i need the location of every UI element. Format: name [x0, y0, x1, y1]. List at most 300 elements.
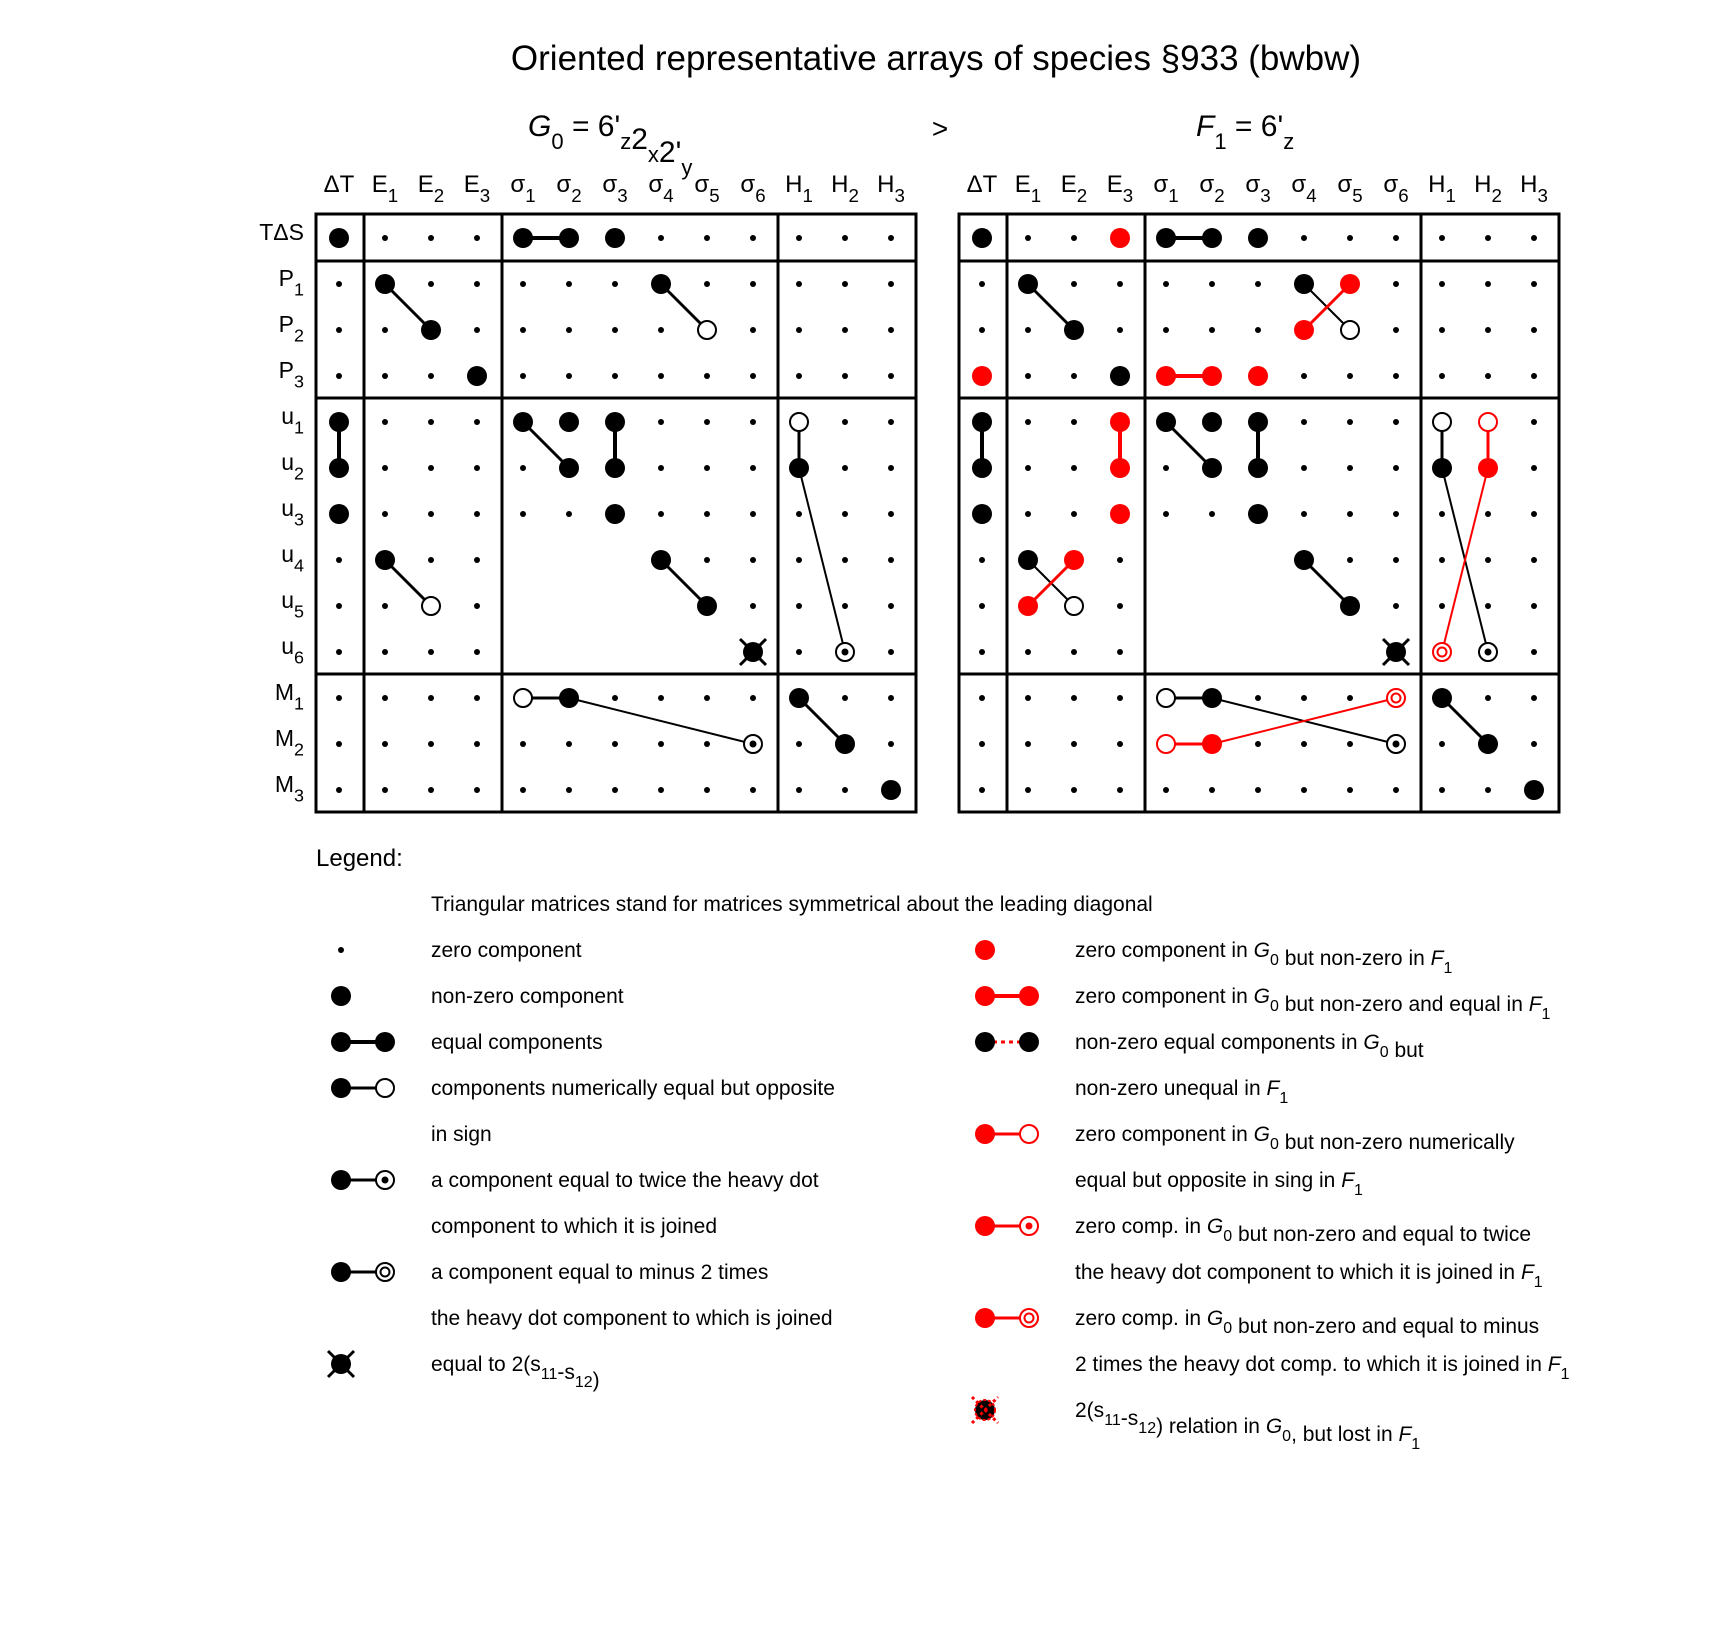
nonzero-mark: [1294, 550, 1314, 570]
zero-dot: [428, 741, 434, 747]
zero-dot: [796, 235, 802, 241]
zero-dot: [336, 281, 342, 287]
column-label: $E_1$: [1014, 171, 1042, 207]
zero-dot: [1301, 695, 1307, 701]
zero-dot: [658, 695, 664, 701]
zero-dot: [1255, 741, 1261, 747]
nonzero-mark: [972, 228, 992, 248]
nonzero-mark: [605, 412, 625, 432]
nonzero-mark: [329, 412, 349, 432]
legend-item-twice: [331, 1169, 819, 1238]
legend-item-minus2: [331, 1261, 833, 1330]
zero-dot: [1531, 465, 1537, 471]
zero-dot: [1301, 511, 1307, 517]
column-labels: [324, 171, 905, 206]
diagram-title: Oriented representative arrays of species §933 (bwbw): [510, 39, 1362, 78]
zero-dot: [1531, 557, 1537, 563]
zero-dot: [1025, 327, 1031, 333]
opposite-mark: [698, 321, 716, 339]
zero-dot: [1117, 695, 1123, 701]
connection-line: [569, 698, 753, 744]
row-label: $u_6$: [281, 633, 304, 668]
nonzero-mark: [559, 412, 579, 432]
zero-dot: [1025, 787, 1031, 793]
zero-dot: [888, 465, 894, 471]
zero-dot: [474, 419, 480, 425]
column-label: $H_2$: [831, 171, 859, 207]
zero-dot: [888, 741, 894, 747]
zero-dot: [1163, 327, 1169, 333]
zero-dot: [979, 281, 985, 287]
zero-dot: [520, 465, 526, 471]
zero-dot: [658, 419, 664, 425]
legend-text: zero comp. in $G_0$ but non-zero and equal to minus: [1075, 1307, 1540, 1338]
nonzero-mark: [1110, 366, 1130, 386]
zero-dot: [336, 373, 342, 379]
zero-dot: [1485, 235, 1491, 241]
zero-dot: [520, 281, 526, 287]
nonzero-mark: [513, 228, 533, 248]
zero-dot: [382, 649, 388, 655]
column-label: $E_3$: [1106, 171, 1134, 207]
column-label: $\sigma_6$: [1383, 171, 1409, 207]
legend-text: non-zero unequal in $F_1$: [1075, 1077, 1289, 1107]
zero-dot: [1025, 695, 1031, 701]
zero-dot: [382, 787, 388, 793]
red-nonzero-mark: [1294, 320, 1314, 340]
opposite-mark: [1157, 689, 1175, 707]
zero-dot: [750, 695, 756, 701]
column-label: $H_1$: [785, 171, 813, 207]
zero-dot: [1209, 327, 1215, 333]
zero-dot: [520, 511, 526, 517]
nonzero-mark: [1248, 458, 1268, 478]
zero-dot: [888, 235, 894, 241]
zero-dot: [979, 603, 985, 609]
zero-dot: [474, 695, 480, 701]
column-label: $E_2$: [417, 171, 445, 207]
legend-text: components numerically equal but opposite: [431, 1077, 835, 1100]
zero-dot: [796, 281, 802, 287]
legend-text: equal components: [431, 1031, 603, 1054]
zero-dot: [1209, 511, 1215, 517]
cross-mark: [328, 1351, 354, 1377]
legend-text: a component equal to minus 2 times: [431, 1261, 769, 1284]
nonzero-mark: [1018, 274, 1038, 294]
zero-dot: [1393, 419, 1399, 425]
column-label: $\sigma_1$: [510, 171, 536, 207]
nonzero-mark: [1340, 596, 1360, 616]
zero-dot: [612, 787, 618, 793]
zero-dot: [1439, 373, 1445, 379]
nonzero-mark: [1432, 458, 1452, 478]
zero-dot: [1071, 741, 1077, 747]
zero-dot: [704, 695, 710, 701]
ring-dot: [1026, 1223, 1033, 1230]
nonzero-mark: [331, 1032, 351, 1052]
zero-dot: [1531, 649, 1537, 655]
nonzero-mark: [467, 366, 487, 386]
zero-dot: [474, 465, 480, 471]
nonzero-mark: [1248, 228, 1268, 248]
zero-dot: [336, 787, 342, 793]
nonzero-mark: [559, 688, 579, 708]
nonzero-mark: [651, 550, 671, 570]
zero-dot: [520, 327, 526, 333]
nonzero-mark: [605, 504, 625, 524]
zero-dot: [1531, 511, 1537, 517]
zero-dot: [1071, 281, 1077, 287]
zero-dot: [428, 511, 434, 517]
zero-dot: [1439, 787, 1445, 793]
zero-dot: [336, 603, 342, 609]
nonzero-mark: [1156, 412, 1176, 432]
column-label: $\sigma_4$: [648, 171, 674, 207]
red-nonzero-mark: [1156, 366, 1176, 386]
zero-dot: [1531, 373, 1537, 379]
nonzero-mark: [881, 780, 901, 800]
zero-dot: [336, 557, 342, 563]
zero-dot: [1485, 603, 1491, 609]
zero-dot: [888, 419, 894, 425]
zero-dot: [1393, 603, 1399, 609]
zero-dot: [1485, 511, 1491, 517]
legend-text: $2(s_{11}-s_{12})$ relation in $G_0$, but lost in $F_1$: [1075, 1399, 1421, 1453]
opposite-mark: [514, 689, 532, 707]
nonzero-mark: [1294, 274, 1314, 294]
ring-inner: [381, 1268, 390, 1277]
zero-dot: [1025, 373, 1031, 379]
column-label: ΔT: [323, 171, 355, 198]
zero-dot: [704, 557, 710, 563]
zero-dot: [1347, 787, 1353, 793]
zero-dot: [1117, 787, 1123, 793]
zero-dot: [888, 557, 894, 563]
red-nonzero-mark: [975, 986, 995, 1006]
zero-dot: [1163, 465, 1169, 471]
red-nonzero-mark: [1110, 228, 1130, 248]
nonzero-mark: [972, 412, 992, 432]
red-nonzero-mark: [1019, 986, 1039, 1006]
nonzero-mark: [375, 550, 395, 570]
row-label: $u_5$: [281, 587, 304, 622]
zero-dot: [1117, 741, 1123, 747]
zero-dot: [979, 649, 985, 655]
legend-text: equal to $2(s_{11}-s_{12})$: [431, 1353, 600, 1392]
legend-item-dot: [338, 939, 582, 962]
zero-dot: [750, 281, 756, 287]
zero-dot: [1255, 327, 1261, 333]
legend-text: 2 times the heavy dot comp. to which it is joined in $F_1$: [1075, 1353, 1570, 1383]
opposite-mark: [1341, 321, 1359, 339]
zero-dot: [979, 695, 985, 701]
red-nonzero-mark: [1018, 596, 1038, 616]
zero-dot: [842, 281, 848, 287]
legend-item-red-minus2: [975, 1307, 1570, 1383]
nonzero-mark: [972, 504, 992, 524]
zero-dot: [842, 373, 848, 379]
zero-dot: [382, 603, 388, 609]
zero-dot: [658, 373, 664, 379]
zero-dot: [842, 787, 848, 793]
zero-dot: [612, 327, 618, 333]
zero-dot: [888, 695, 894, 701]
zero-dot: [1117, 281, 1123, 287]
zero-dot: [1301, 741, 1307, 747]
red-nonzero-mark: [975, 1124, 995, 1144]
zero-dot: [796, 787, 802, 793]
nonzero-mark: [329, 504, 349, 524]
zero-dot: [1393, 787, 1399, 793]
lost-cross-mark: [972, 1397, 998, 1423]
row-label: $P_2$: [278, 311, 304, 346]
zero-dot: [1393, 327, 1399, 333]
zero-dot: [1117, 603, 1123, 609]
zero-dot: [796, 327, 802, 333]
nonzero-mark: [835, 734, 855, 754]
zero-dot: [1485, 373, 1491, 379]
legend-text: the heavy dot component to which it is joined in $F_1$: [1075, 1261, 1543, 1291]
nonzero-mark: [1202, 688, 1222, 708]
zero-dot: [474, 603, 480, 609]
red-nonzero-mark: [1248, 366, 1268, 386]
twice-mark: [1387, 735, 1405, 753]
zero-dot: [658, 787, 664, 793]
red-minus2-mark: [1433, 643, 1451, 661]
zero-dot: [1025, 649, 1031, 655]
nonzero-mark: [1202, 228, 1222, 248]
legend-item-opposite: [331, 1077, 835, 1146]
legend-text: zero comp. in $G_0$ but non-zero and equal to twice: [1075, 1215, 1532, 1246]
red-nonzero-mark: [1202, 734, 1222, 754]
zero-dot: [1485, 327, 1491, 333]
zero-dot: [1485, 557, 1491, 563]
zero-dot: [888, 511, 894, 517]
zero-dot: [1347, 557, 1353, 563]
row-label: $P_3$: [278, 357, 304, 392]
zero-dot: [1485, 787, 1491, 793]
zero-dot: [612, 695, 618, 701]
zero-dot: [1071, 419, 1077, 425]
nonzero-mark: [1478, 734, 1498, 754]
nonzero-mark: [605, 228, 625, 248]
legend-text: component to which it is joined: [431, 1215, 717, 1238]
zero-dot: [842, 603, 848, 609]
opposite-mark: [790, 413, 808, 431]
zero-dot: [888, 649, 894, 655]
zero-dot: [842, 511, 848, 517]
legend-item-dotted-equal: [975, 1031, 1424, 1107]
red-nonzero-mark: [975, 940, 995, 960]
zero-dot: [474, 557, 480, 563]
row-label: $u_3$: [281, 495, 304, 530]
legend-item-red-twice: [975, 1215, 1543, 1291]
zero-dot: [1025, 235, 1031, 241]
group-F1-label: $F_1 = 6'_z$: [1196, 110, 1295, 154]
zero-dot: [1255, 695, 1261, 701]
zero-dot: [1393, 373, 1399, 379]
legend-text: equal but opposite in sing in $F_1$: [1075, 1169, 1363, 1199]
zero-dot: [428, 465, 434, 471]
nonzero-mark: [559, 228, 579, 248]
column-label: $E_2$: [1060, 171, 1088, 207]
zero-dot: [1255, 787, 1261, 793]
zero-dot: [704, 281, 710, 287]
zero-dot: [1071, 465, 1077, 471]
nonzero-mark: [1248, 504, 1268, 524]
red-nonzero-mark: [975, 1308, 995, 1328]
zero-dot: [1347, 695, 1353, 701]
zero-dot: [336, 649, 342, 655]
matrix-G0: [259, 110, 916, 812]
zero-dot: [566, 741, 572, 747]
nonzero-mark: [331, 986, 351, 1006]
nonzero-mark: [1018, 550, 1038, 570]
opposite-mark: [376, 1079, 394, 1097]
zero-dot: [1025, 419, 1031, 425]
red-nonzero-mark: [1110, 504, 1130, 524]
red-opposite-mark: [1020, 1125, 1038, 1143]
zero-dot: [750, 235, 756, 241]
zero-dot: [474, 649, 480, 655]
zero-dot: [1347, 511, 1353, 517]
zero-dot: [612, 281, 618, 287]
row-label: TΔS: [259, 219, 304, 245]
legend-text: a component equal to twice the heavy dot: [431, 1169, 819, 1192]
column-label: $\sigma_2$: [556, 171, 582, 207]
dot-symbol: [338, 947, 344, 953]
zero-dot: [382, 419, 388, 425]
zero-dot: [796, 373, 802, 379]
zero-dot: [842, 465, 848, 471]
zero-dot: [566, 373, 572, 379]
nonzero-mark: [1524, 780, 1544, 800]
zero-dot: [796, 649, 802, 655]
row-label: $u_4$: [281, 541, 304, 576]
cross-mark: [1383, 639, 1409, 665]
nonzero-mark: [1202, 458, 1222, 478]
nonzero-mark: [421, 320, 441, 340]
zero-dot: [1071, 695, 1077, 701]
zero-dot: [1209, 281, 1215, 287]
zero-dot: [1531, 741, 1537, 747]
zero-dot: [704, 465, 710, 471]
nonzero-mark: [1248, 412, 1268, 432]
nonzero-mark: [559, 458, 579, 478]
zero-dot: [474, 327, 480, 333]
zero-dot: [428, 235, 434, 241]
nonzero-mark: [651, 274, 671, 294]
nonzero-mark: [513, 412, 533, 432]
cross-mark: [740, 639, 766, 665]
zero-dot: [428, 373, 434, 379]
column-label: $\sigma_5$: [694, 171, 720, 207]
nonzero-mark: [972, 458, 992, 478]
zero-dot: [1439, 235, 1445, 241]
row-label: $M_2$: [274, 725, 304, 760]
zero-dot: [1117, 327, 1123, 333]
legend-text: non-zero equal components in $G_0$ but: [1075, 1031, 1424, 1062]
column-label: $\sigma_1$: [1153, 171, 1179, 207]
zero-dot: [474, 787, 480, 793]
zero-dot: [1393, 557, 1399, 563]
legend-text: zero component in $G_0$ but non-zero numerically: [1075, 1123, 1515, 1154]
red-nonzero-mark: [1064, 550, 1084, 570]
row-label: $u_1$: [281, 403, 304, 438]
zero-dot: [1071, 235, 1077, 241]
nonzero-mark: [789, 688, 809, 708]
zero-dot: [750, 603, 756, 609]
zero-dot: [1439, 281, 1445, 287]
zero-dot: [888, 603, 894, 609]
legend-item-red-equal: [975, 985, 1551, 1023]
zero-dot: [704, 419, 710, 425]
zero-dot: [1393, 465, 1399, 471]
zero-dot: [704, 511, 710, 517]
column-label: $E_3$: [463, 171, 491, 207]
zero-dot: [888, 281, 894, 287]
zero-dot: [1531, 235, 1537, 241]
column-label: $H_1$: [1428, 171, 1456, 207]
legend-text: the heavy dot component to which is joined: [431, 1307, 833, 1330]
zero-dot: [474, 741, 480, 747]
zero-dot: [1347, 235, 1353, 241]
zero-dot: [1439, 327, 1445, 333]
legend-text: zero component in $G_0$ but non-zero and equal in $F_1$: [1075, 985, 1551, 1023]
nonzero-mark: [331, 1262, 351, 1282]
column-label: $H_3$: [1520, 171, 1548, 207]
zero-dot: [1347, 373, 1353, 379]
twice-mark: [836, 643, 854, 661]
zero-dot: [566, 511, 572, 517]
zero-dot: [658, 327, 664, 333]
row-label: $M_3$: [274, 771, 304, 806]
zero-dot: [750, 511, 756, 517]
zero-dot: [704, 235, 710, 241]
zero-dot: [474, 281, 480, 287]
zero-dot: [1209, 787, 1215, 793]
zero-dot: [796, 557, 802, 563]
zero-dot: [566, 327, 572, 333]
zero-dot: [750, 465, 756, 471]
legend-text: zero component: [431, 939, 582, 962]
zero-dot: [1163, 511, 1169, 517]
twice-mark: [376, 1171, 394, 1189]
zero-dot: [612, 373, 618, 379]
column-label: $\sigma_3$: [1245, 171, 1271, 207]
nonzero-mark: [1019, 1032, 1039, 1052]
zero-dot: [796, 741, 802, 747]
zero-dot: [842, 557, 848, 563]
zero-dot: [658, 465, 664, 471]
zero-dot: [382, 511, 388, 517]
zero-dot: [1071, 787, 1077, 793]
zero-dot: [1485, 281, 1491, 287]
red-nonzero-mark: [972, 366, 992, 386]
red-minus2-mark: [1020, 1309, 1038, 1327]
red-minus2-mark: [1387, 689, 1405, 707]
zero-dot: [474, 235, 480, 241]
zero-dot: [704, 741, 710, 747]
red-nonzero-mark: [975, 1216, 995, 1236]
zero-dot: [1025, 511, 1031, 517]
nonzero-mark: [789, 458, 809, 478]
legend-item-cross: [328, 1351, 600, 1392]
zero-dot: [979, 557, 985, 563]
zero-dot: [1025, 465, 1031, 471]
red-nonzero-mark: [1110, 412, 1130, 432]
zero-dot: [750, 557, 756, 563]
